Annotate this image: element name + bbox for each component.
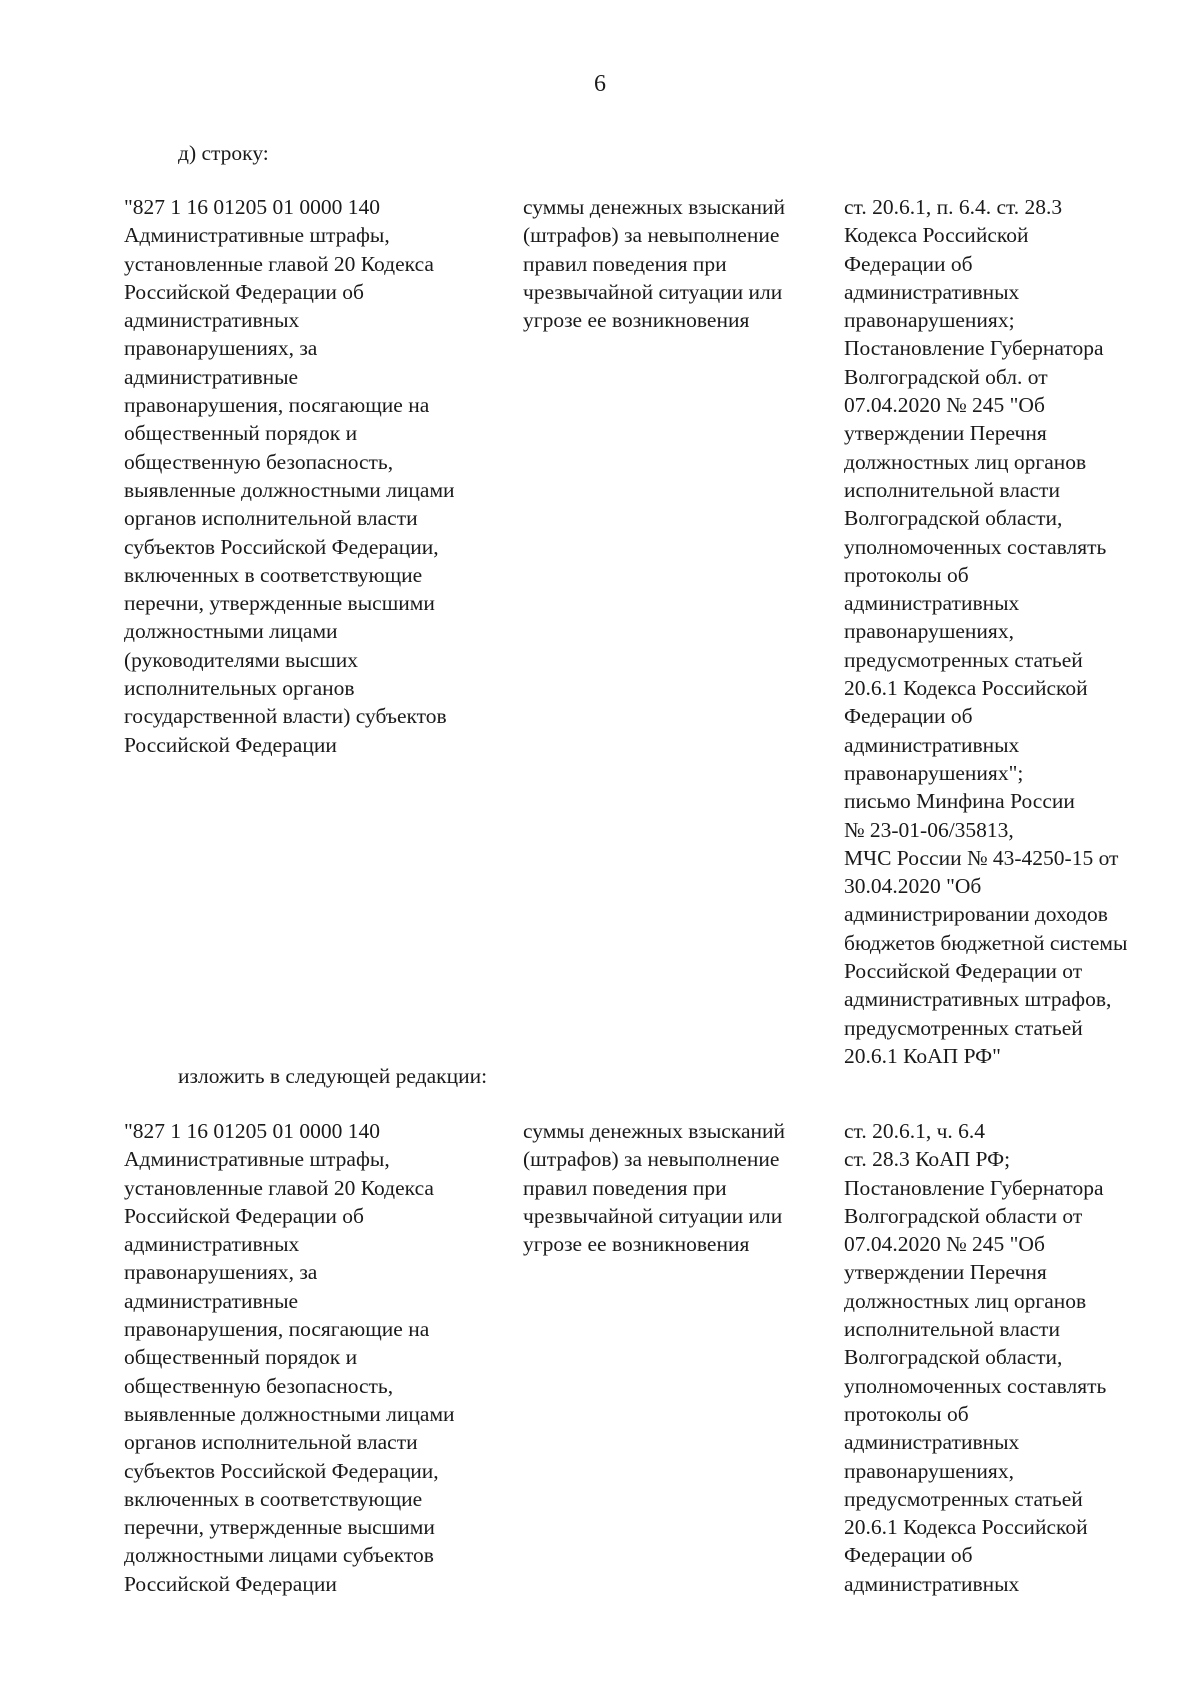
new-row-description: суммы денежных взысканий (штрафов) за невыполнение правил поведения при чрезвычайной ситуации или угрозе ее возникновения xyxy=(523,1119,786,1257)
old-row-basis: ст. 20.6.1, п. 6.4. ст. 28.3 Кодекса Российской Федерации об административных правонарушениях; Постановление Губернатора Волгоградской обл. от 07.04.2020 № 245 "Об утверждении Перечня должностных лиц органов исполнительной власти Волгоградской области, уполномоченных составлять протоколы об административных правонарушениях, предусмотренных статьей 20.6.1 Кодекса Российской Федерации об административных правонарушениях"; письмо Минфина России № 23-01-06/35813, МЧС России № 43-4250-15 от 30.04.2020 "Об администрировании доходов бюджетов бюджетной системы Российской Федерации от административных штрафов, предусмотренных статьей 20.6.1 КоАП РФ" xyxy=(844,195,1128,1068)
new-row-code-text: "827 1 16 01205 01 0000 140 Административные штрафы, установленные главой 20 Кодекса Российской Федерации об административных правонарушениях, за административные правонарушения, посягающие на общественный порядок и общественную безопасность, выявленные должностными лицами органов исполнительной власти субъектов Российской Федерации, включенных в соответствующие перечни, утвержденные высшими должностными лицами субъектов Российской Федерации xyxy=(124,1119,455,1596)
page-number: 6 xyxy=(594,71,606,97)
new-row-basis: ст. 20.6.1, ч. 6.4 ст. 28.3 КоАП РФ; Постановление Губернатора Волгоградской области от 07.04.2020 № 245 "Об утверждении Перечня должностных лиц органов исполнительной власти Волгоградской области, уполномоченных составлять протоколы об административных правонарушениях, предусмотренных статьей 20.6.1 Кодекса Российской Федерации об административных xyxy=(844,1119,1107,1596)
old-row-code-text: "827 1 16 01205 01 0000 140 Административные штрафы, установленные главой 20 Кодекса Российской Федерации об административных правонарушениях, за административные правонарушения, посягающие на общественный порядок и общественную безопасность, выявленные должностными лицами органов исполнительной власти субъектов Российской Федерации, включенных в соответствующие перечни, утвержденные высшими должностными лицами (руководителями высших исполнительных органов государственной власти) субъектов Российской Федерации xyxy=(124,195,455,757)
intro-paragraph: д) строку: xyxy=(178,141,269,165)
old-row-description: суммы денежных взысканий (штрафов) за невыполнение правил поведения при чрезвычайной ситуации или угрозе ее возникновения xyxy=(523,195,786,333)
transition-paragraph: изложить в следующей редакции: xyxy=(178,1064,488,1088)
